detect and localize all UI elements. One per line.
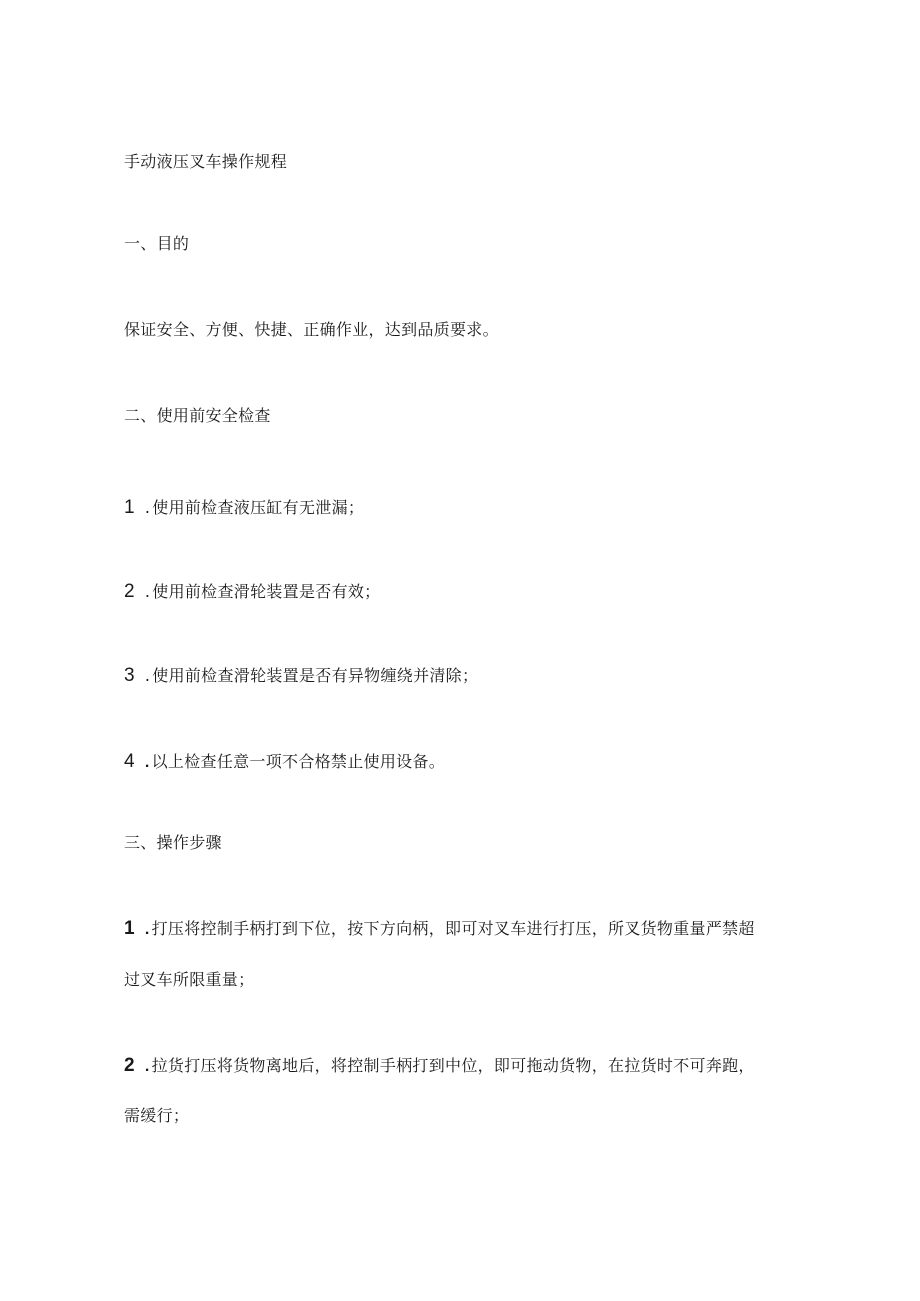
item-separator: . [144, 921, 150, 938]
safety-check-item [124, 666, 478, 686]
safety-check-item [124, 752, 445, 773]
item-separator: . [144, 582, 151, 601]
operation-step-continuation: 过叉车所限重量； [124, 970, 255, 989]
operation-step-item [124, 1056, 755, 1077]
item-text: 使用前检查滑轮装置是否有效； [152, 582, 381, 601]
item-number: 4 [124, 751, 135, 772]
operation-step-continuation: 需缓行； [124, 1106, 190, 1125]
item-text-line1: 拉货打压将货物离地后，将控制手柄打到中位，即可拖动货物，在拉货时不可奔跑， [151, 1056, 755, 1075]
section-heading-purpose: 一、目的 [124, 234, 190, 253]
item-separator: . [144, 1058, 150, 1075]
item-number: 2 [124, 581, 135, 602]
item-text: 使用前检查滑轮装置是否有异物缠绕并清除； [152, 666, 479, 685]
item-separator: . [144, 754, 150, 771]
item-separator: . [144, 666, 151, 685]
document-title: 手动液压叉车操作规程 [124, 152, 288, 171]
purpose-paragraph: 保证安全、方便、快捷、正确作业，达到品质要求。 [124, 320, 499, 339]
section-heading-operation-steps: 三、操作步骤 [124, 833, 222, 852]
safety-check-item [124, 582, 380, 602]
operation-step-item [124, 919, 755, 940]
item-number: 2 [124, 1055, 135, 1076]
item-number: 3 [124, 665, 135, 686]
item-text: 以上检查任意一项不合格禁止使用设备。 [151, 752, 446, 771]
item-number: 1 [124, 497, 135, 518]
item-text: 使用前检查液压缸有无泄漏； [152, 498, 365, 517]
item-text-line1: 打压将控制手柄打到下位，按下方向柄，即可对叉车进行打压，所叉货物重量严禁超 [151, 919, 755, 938]
safety-check-item [124, 498, 364, 518]
section-heading-safety-check: 二、使用前安全检查 [124, 406, 271, 425]
item-separator: . [144, 498, 151, 517]
item-number: 1 [124, 918, 135, 939]
